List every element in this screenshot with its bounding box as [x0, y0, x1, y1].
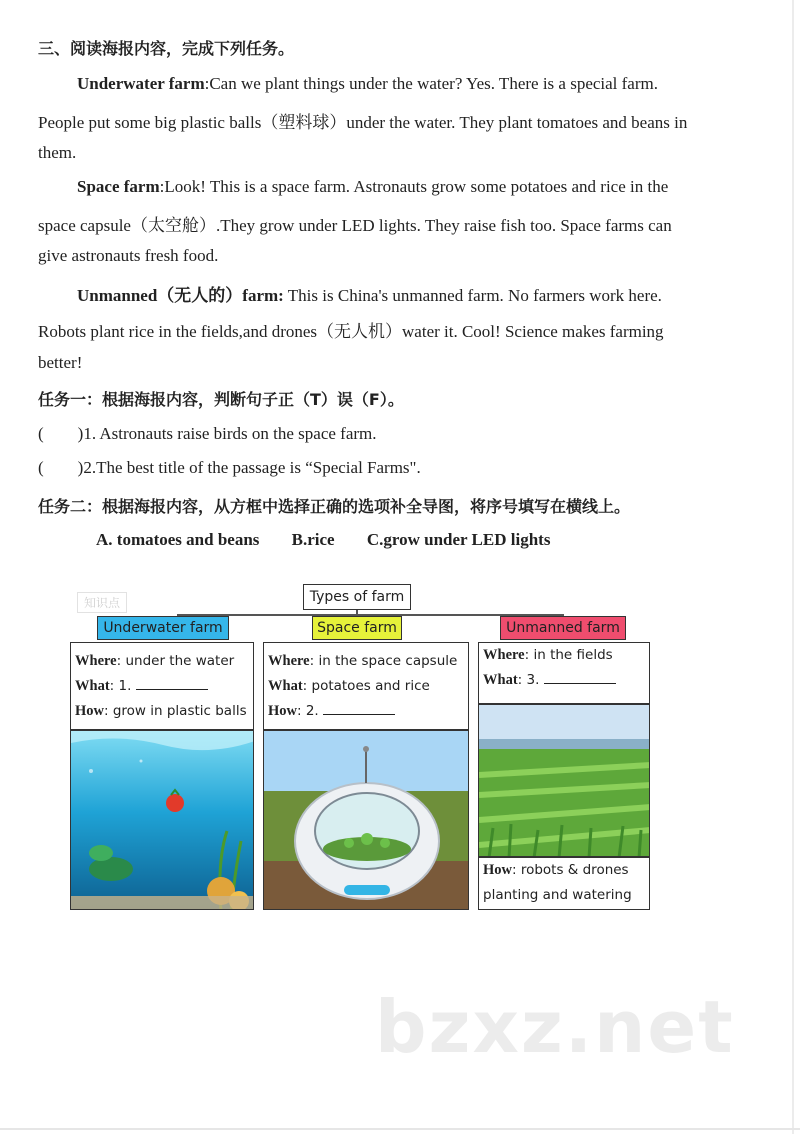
what-value: : 3.: [517, 672, 540, 688]
where-value: : under the water: [116, 653, 235, 669]
paragraph-underwater-line2: People put some big plastic balls（塑料球）under the water. They plant tomatoes and beans in: [38, 113, 688, 132]
underwater-farm-illustration: [70, 730, 254, 910]
term-unmanned: Unmanned（无人的）farm:: [77, 286, 284, 305]
farm-mindmap: [65, 578, 655, 918]
option-a: A. tomatoes and beans: [96, 530, 260, 549]
term-underwater: Underwater farm: [77, 74, 205, 93]
paragraph-unmanned-line1: [77, 281, 662, 306]
task1-title: 任务一：根据海报内容，判断句子正（T）误（F）。: [38, 390, 404, 409]
card-space: [263, 642, 469, 730]
where-value: : in the space capsule: [309, 653, 458, 669]
paragraph-unmanned-line3: better!: [38, 353, 83, 372]
paragraph-space-line2: space capsule（太空舱）.They grow under LED lights. They raise fish too. Space farms can: [38, 216, 672, 235]
question-text: 1. Astronauts raise birds on the space farm.: [83, 424, 377, 443]
where-key: Where: [268, 653, 310, 669]
option-c: C.grow under LED lights: [366, 530, 551, 549]
answer-paren[interactable]: ( ): [38, 424, 84, 443]
how-value: : robots & drones: [512, 862, 629, 878]
category-space: Space farm: [312, 616, 402, 640]
option-b: B.rice: [291, 530, 335, 549]
answer-blank-3[interactable]: [544, 669, 616, 684]
paragraph-underwater-line1: [77, 74, 658, 94]
paragraph-space-line3: give astronauts fresh food.: [38, 246, 219, 265]
category-underwater: Underwater farm: [97, 616, 229, 640]
task2-title: 任务二：根据海报内容，从方框中选择正确的选项补全导图，将序号填写在横线上。: [38, 497, 631, 516]
question-text: 2.The best title of the passage is “Special Farms".: [83, 458, 421, 477]
how-key: How: [75, 703, 104, 719]
section-title: 三、阅读海报内容，完成下列任务。: [38, 39, 295, 58]
where-key: Where: [75, 653, 117, 669]
option-box: [96, 530, 578, 550]
answer-blank-1[interactable]: [136, 675, 208, 690]
paragraph-text: :Can we plant things under the water? Yes. There is a special farm.: [204, 74, 658, 93]
paragraph-underwater-line3: them.: [38, 143, 77, 162]
task1-item-2: [38, 458, 421, 478]
paragraph-text: This is China's unmanned farm. No farmers work here.: [283, 286, 662, 305]
where-key: Where: [483, 647, 525, 663]
card-unmanned-bottom: [478, 857, 650, 910]
where-value: : in the fields: [524, 647, 613, 663]
how-key: How: [268, 703, 297, 719]
what-key: What: [268, 678, 303, 694]
what-value: : 1.: [109, 678, 132, 694]
how-value: : 2.: [297, 703, 319, 719]
term-space: Space farm: [77, 177, 160, 196]
what-key: What: [75, 678, 110, 694]
mindmap-root: Types of farm: [303, 584, 411, 610]
faded-stamp: 知识点: [77, 592, 127, 613]
what-key: What: [483, 672, 518, 688]
space-farm-illustration: [263, 730, 469, 910]
answer-blank-2[interactable]: [323, 700, 395, 715]
watermark: bzxz.net: [375, 985, 735, 1069]
category-unmanned: Unmanned farm: [500, 616, 626, 640]
how-value: : grow in plastic balls: [104, 703, 247, 719]
paragraph-space-line1: [77, 177, 668, 197]
page-edge-right: [792, 0, 794, 1134]
unmanned-farm-illustration: [478, 704, 650, 857]
what-value: : potatoes and rice: [302, 678, 430, 694]
answer-paren[interactable]: ( ): [38, 458, 84, 477]
page-edge-bottom: [0, 1128, 800, 1130]
how-key: How: [483, 862, 512, 878]
card-unmanned-top: [478, 642, 650, 704]
paragraph-unmanned-line2: Robots plant rice in the fields,and drones（无人机）water it. Cool! Science makes farming: [38, 322, 664, 341]
card-underwater: [70, 642, 254, 730]
paragraph-text: :Look! This is a space farm. Astronauts grow some potatoes and rice in the: [159, 177, 669, 196]
task1-item-1: [38, 424, 377, 444]
how-value-line2: planting and watering: [483, 887, 632, 903]
